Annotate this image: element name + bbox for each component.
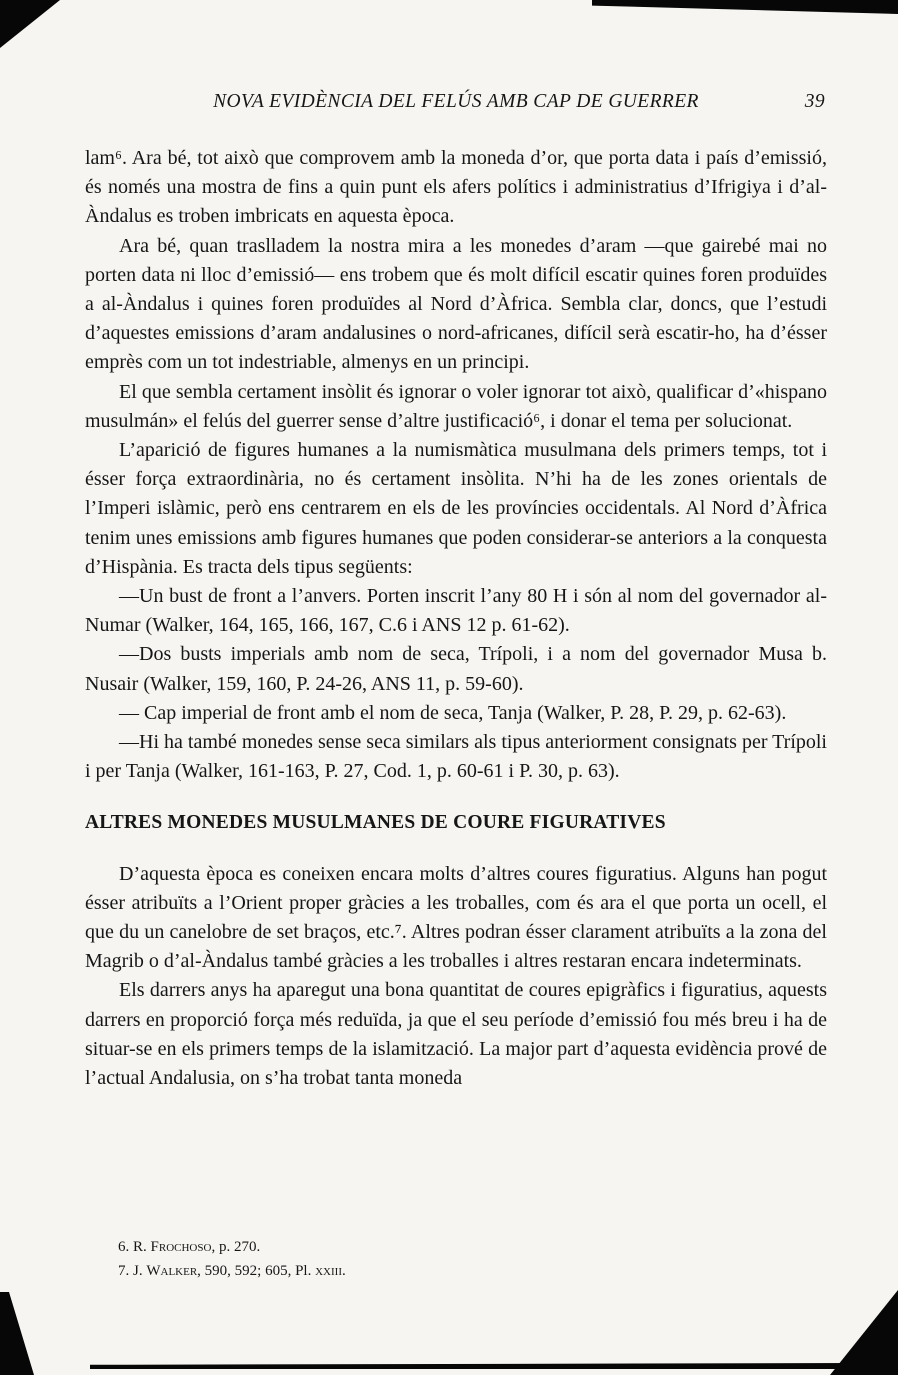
list-paragraph: —Dos busts imperials amb nom de seca, Trípoli, i a nom del governador Musa b. Nusair (Walker, 159, 160, P. 24-26, ANS 11, p. 59-60). <box>85 643 827 695</box>
page-number: 39 <box>804 91 825 112</box>
footnote-plate-number: xxiii <box>315 1262 342 1279</box>
scan-artifact-bottom-left <box>0 1292 34 1375</box>
footnote <box>118 1236 818 1260</box>
paragraph: Els darrers anys ha aparegut una bona quantitat de coures epigràfics i figuratius, aquests darrers en proporció força més reduïda, ja que el seu període d’emissió fou més breu i ha de situar-se en els primers temps de la islamització. La major part d’aquesta evidència prové de l’actual Andalusia, on s’ha trobat tanta moneda <box>85 979 827 1090</box>
list-paragraph: —Hi ha també monedes sense seca similars als tipus anteriorment consignats per Trípoli i per Tanja (Walker, 161-163, P. 27, Cod. 1, p. 60-61 i P. 30, p. 63). <box>85 731 827 783</box>
running-header-title: NOVA EVIDÈNCIA DEL FELÚS AMB CAP DE GUERRER <box>213 91 699 112</box>
footnote-text: . <box>342 1262 346 1279</box>
page-body <box>85 144 827 1093</box>
scan-artifact-bottom-strip <box>90 1363 858 1369</box>
footnotes <box>118 1236 818 1283</box>
list-paragraph: — Cap imperial de front amb el nom de seca, Tanja (Walker, P. 28, P. 29, p. 62-63). <box>119 701 787 724</box>
paragraph: lam⁶. Ara bé, tot això que comprovem amb la moneda d’or, que porta data i país d’emissió, és només una mostra de fins a quin punt els afers polítics i administratius d’Ifrigiya i d’al-Àndalus es troben imbricats en aquesta època. <box>85 147 827 228</box>
footnote-author: Frochoso <box>150 1239 212 1255</box>
footnote-number: 7. J. <box>118 1262 147 1279</box>
footnote-text: , p. 270. <box>211 1239 261 1255</box>
running-header <box>85 91 827 113</box>
scan-artifact-top-left <box>0 0 60 48</box>
paragraph: El que sembla certament insòlit és ignorar o voler ignorar tot això, qualificar d’«hispano musulmán» el felús del guerrer sense d’altre justificació⁶, i donar el tema per solucionat. <box>85 380 827 432</box>
section-heading: ALTRES MONEDES MUSULMANES DE COURE FIGURATIVES <box>85 812 666 834</box>
footnote-author: Walker <box>146 1262 198 1279</box>
paragraph: Ara bé, quan traslladem la nostra mira a les monedes d’aram —que gairebé mai no porten data ni lloc d’emissió— ens trobem que és molt difícil escatir quines foren produïdes a al-Àndalus i quines foren produïdes al Nord d’Àfrica. Sembla clar, doncs, que l’estudi d’aquestes emissions d’aram andalusines o nord-africanes, difícil serà escatir-ho, ha d’ésser emprès com un tot indestriable, almenys en un principi. <box>85 234 827 374</box>
scan-artifact-top-right <box>592 0 898 14</box>
paragraph: L’aparició de figures humanes a la numismàtica musulmana dels primers temps, tot i ésser força extraordinària, no és certament insòlita. N’hi ha de les zones orientals de l’Imperi islàmic, però ens centrarem en els de les províncies occidentals. Al Nord d’Àfrica tenim unes emissions amb figures humanes que poden considerar-se anteriors a la conquesta d’Hispània. Es tracta dels tipus següents: <box>85 439 827 578</box>
paragraph: D’aquesta època es coneixen encara molts d’altres coures figuratius. Alguns han pogut ésser atribuïts a l’Orient proper gràcies a les troballes, com és ara el que porta un ocell, el que du un canelobre de set braços, etc.⁷. Altres podran ésser clarament atribuïts a la zona del Magrib o d’al-Àndalus també gràcies a les troballes i altres restaran encara indeterminats. <box>85 862 827 973</box>
footnote-number: 6. R. <box>118 1239 151 1255</box>
list-paragraph: —Un bust de front a l’anvers. Porten inscrit l’any 80 H i són al nom del governador al-Numar (Walker, 164, 165, 166, 167, C.6 i ANS 12 p. 61-62). <box>85 585 827 637</box>
footnote-text: , 590, 592; 605, Pl. <box>197 1262 316 1279</box>
scan-artifact-bottom-right <box>830 1290 898 1375</box>
footnote <box>118 1260 818 1284</box>
